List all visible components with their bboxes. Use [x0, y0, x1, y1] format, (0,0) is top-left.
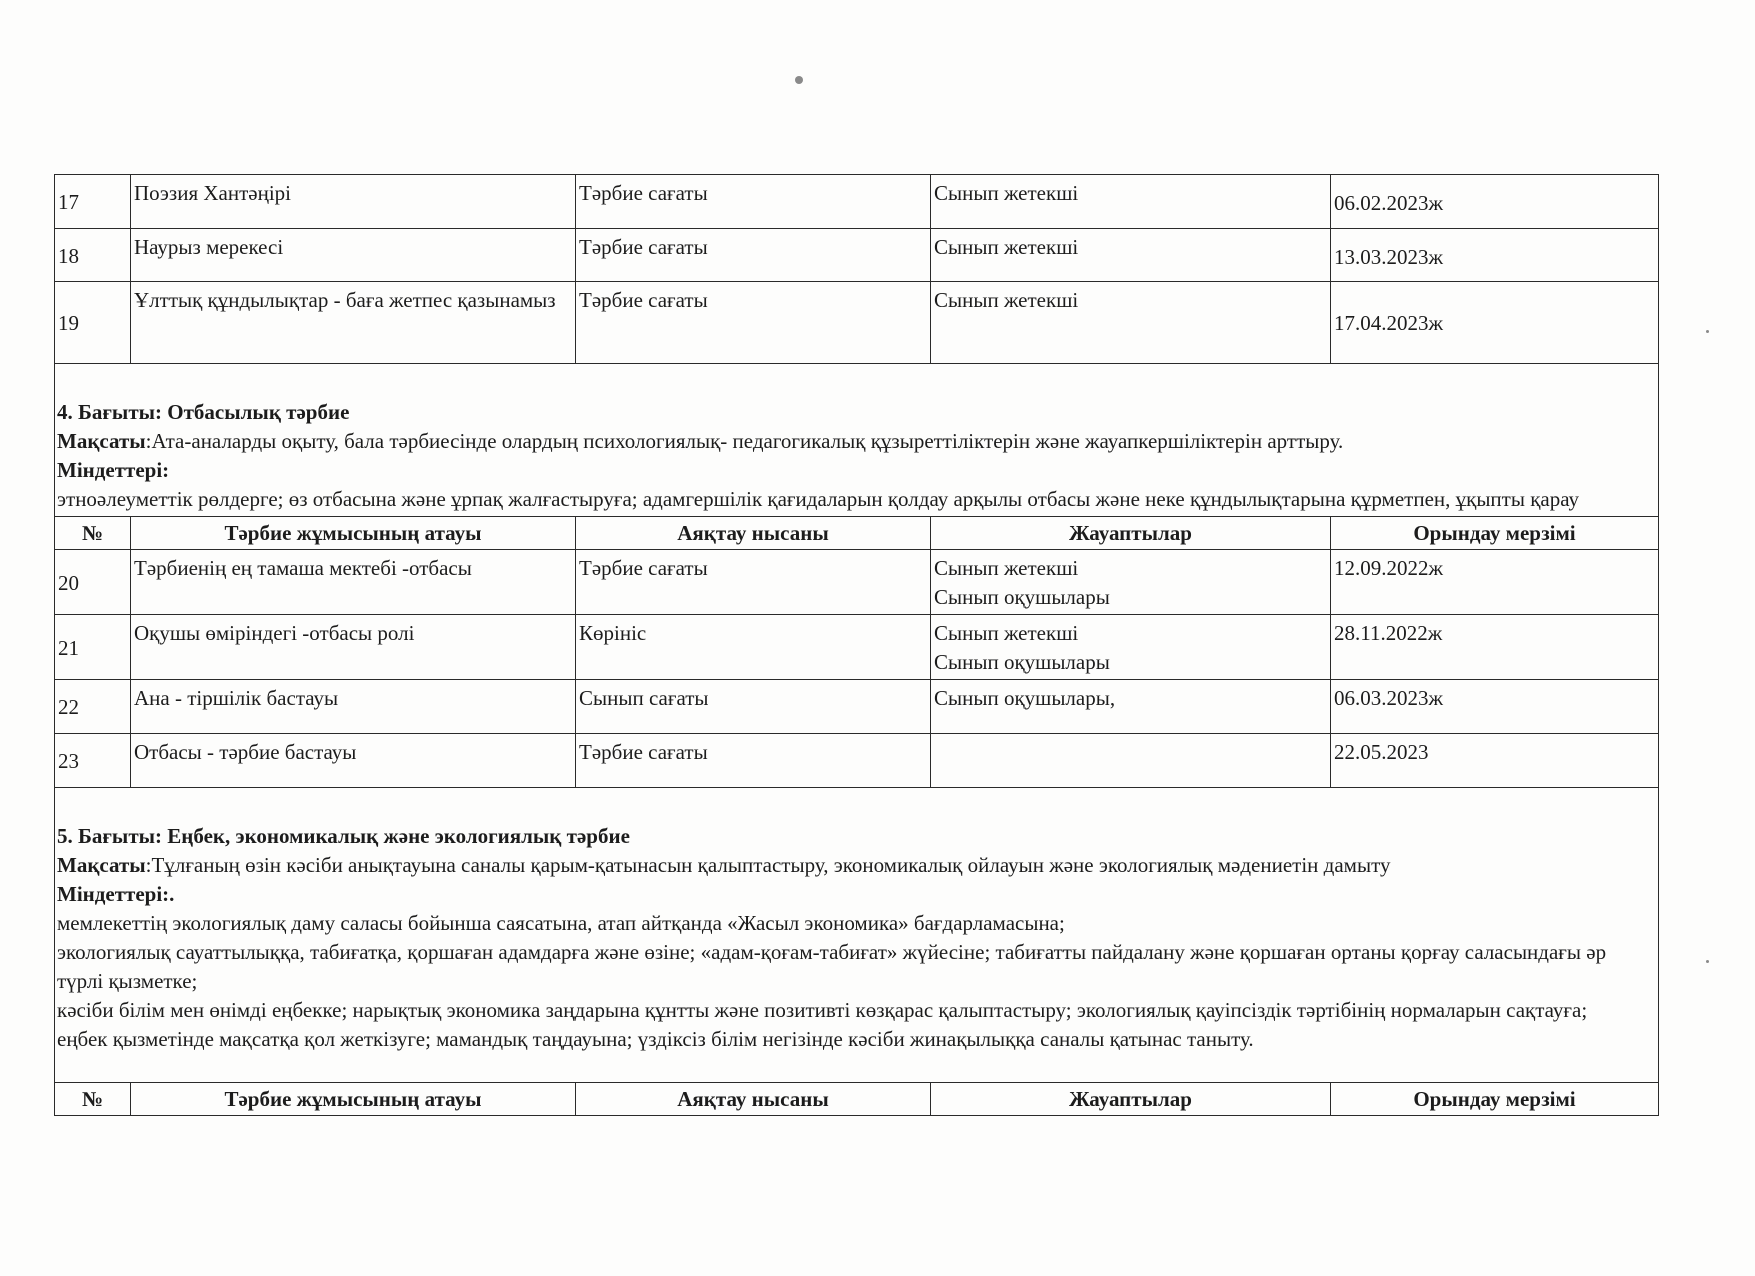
work-title: Оқушы өміріндегі -отбасы ролі — [131, 615, 576, 680]
work-title: Ұлттық құндылықтар - баға жетпес қазынамыз — [131, 282, 576, 364]
header-deadline: Орындау мерзімі — [1331, 1083, 1659, 1116]
deadline: 22.05.2023 — [1331, 734, 1659, 788]
completion-form: Тәрбие сағаты — [576, 734, 931, 788]
header-responsible: Жауаптылар — [931, 517, 1331, 550]
task-item: экологиялық сауаттылыққа, табиғатқа, қоршаған адамдарға және өзіне; «адам-қоғам-табиғат» жүйесіне; табиғатты пайдалану және қоршаған ортаны қорғау саласындағы әр түрлі қызметке; — [57, 940, 1607, 993]
table-header-row — [55, 1083, 1659, 1116]
responsible-line: Сынып оқушылары — [934, 585, 1110, 609]
deadline: 12.09.2022ж — [1331, 550, 1659, 615]
completion-form: Тәрбие сағаты — [576, 282, 931, 364]
deadline: 13.03.2023ж — [1331, 229, 1659, 282]
completion-form: Көрініс — [576, 615, 931, 680]
table-header-row — [55, 517, 1659, 550]
header-form: Аяқтау нысаны — [576, 1083, 931, 1116]
deadline: 06.03.2023ж — [1331, 680, 1659, 734]
work-title: Ана - тіршілік бастауы — [131, 680, 576, 734]
header-form: Аяқтау нысаны — [576, 517, 931, 550]
responsible — [931, 550, 1331, 615]
row-number: 21 — [55, 615, 131, 680]
task-item: еңбек қызметінде мақсатқа қол жеткізуге; мамандық таңдауына; үздіксіз білім негізінде кәсіби жинақылыққа саналы қатынас таныту. — [57, 1027, 1254, 1051]
table-row — [55, 680, 1659, 734]
section-goal — [57, 851, 1656, 880]
header-deadline: Орындау мерзімі — [1331, 517, 1659, 550]
responsible: Сынып жетекші — [931, 175, 1331, 229]
responsible — [931, 734, 1331, 788]
section-title: 5. Бағыты: Еңбек, экономикалық және экологиялық тәрбие — [57, 824, 630, 848]
scan-speck — [1706, 960, 1709, 963]
row-number: 23 — [55, 734, 131, 788]
table-row — [55, 615, 1659, 680]
responsible-line: Сынып оқушылары — [934, 650, 1110, 674]
task-item: мемлекеттің экологиялық даму саласы бойынша саясатына, атап айтқанда «Жасыл экономика» бағдарламасына; — [57, 911, 1065, 935]
deadline: 06.02.2023ж — [1331, 175, 1659, 229]
responsible-line: Сынып жетекші — [934, 621, 1079, 645]
completion-form: Тәрбие сағаты — [576, 229, 931, 282]
row-number: 20 — [55, 550, 131, 615]
row-number: 17 — [55, 175, 131, 229]
completion-form: Сынып сағаты — [576, 680, 931, 734]
row-number: 18 — [55, 229, 131, 282]
completion-form: Тәрбие сағаты — [576, 175, 931, 229]
table-row — [55, 175, 1659, 229]
task-item: кәсіби білім мен өнімді еңбекке; нарықтық экономика заңдарына құнтты және позитивті көзқарас қалыптастыру; экологиялық қауіпсіздік тәртібінің нормаларын сақтауға; — [57, 998, 1588, 1022]
header-title: Тәрбие жұмысының атауы — [131, 517, 576, 550]
task-item: этноәлеуметтік рөлдерге; өз отбасына және ұрпақ жалғастыруға; адамгершілік қағидаларын қолдау арқылы отбасы және неке құндылықтарына құрметпен, ұқыпты қарау — [57, 487, 1579, 511]
responsible: Сынып жетекші — [931, 229, 1331, 282]
work-title: Отбасы - тәрбие бастауы — [131, 734, 576, 788]
header-number: № — [55, 1083, 131, 1116]
work-title: Тәрбиенің ең тамаша мектебі -отбасы — [131, 550, 576, 615]
responsible: Сынып оқушылары, — [931, 680, 1331, 734]
header-responsible: Жауаптылар — [931, 1083, 1331, 1116]
goal-label: Мақсаты — [57, 429, 146, 453]
plan-table — [54, 174, 1659, 1116]
scan-speck — [795, 76, 803, 84]
scan-speck — [1706, 330, 1709, 333]
table-row — [55, 550, 1659, 615]
goal-label: Мақсаты — [57, 853, 146, 877]
work-title: Наурыз мерекесі — [131, 229, 576, 282]
completion-form: Тәрбие сағаты — [576, 550, 931, 615]
header-title: Тәрбие жұмысының атауы — [131, 1083, 576, 1116]
work-title: Поэзия Хантәңірі — [131, 175, 576, 229]
header-number: № — [55, 517, 131, 550]
section-block — [55, 364, 1659, 517]
table-row — [55, 282, 1659, 364]
row-number: 22 — [55, 680, 131, 734]
section-block — [55, 788, 1659, 1083]
section-title: 4. Бағыты: Отбасылық тәрбие — [57, 400, 350, 424]
tasks-label: Міндеттері:. — [57, 882, 175, 906]
row-number: 19 — [55, 282, 131, 364]
table-row — [55, 734, 1659, 788]
responsible — [931, 615, 1331, 680]
document-page — [54, 174, 1658, 1116]
deadline: 28.11.2022ж — [1331, 615, 1659, 680]
deadline: 17.04.2023ж — [1331, 282, 1659, 364]
tasks-label: Міндеттері: — [57, 458, 170, 482]
goal-text: :Тұлғаның өзін кәсіби анықтауына саналы қарым-қатынасын қалыптастыру, экономикалық ойлауын және экологиялық мәдениетін дамыту — [145, 853, 1391, 877]
responsible: Сынып жетекші — [931, 282, 1331, 364]
section-goal — [57, 427, 1656, 456]
goal-text: :Ата-аналарды оқыту, бала тәрбиесінде олардың психологиялық- педагогикалық құзыреттіліктерін және жауапкершіліктерін арттыру. — [145, 429, 1344, 453]
table-row — [55, 229, 1659, 282]
responsible-line: Сынып жетекші — [934, 556, 1079, 580]
